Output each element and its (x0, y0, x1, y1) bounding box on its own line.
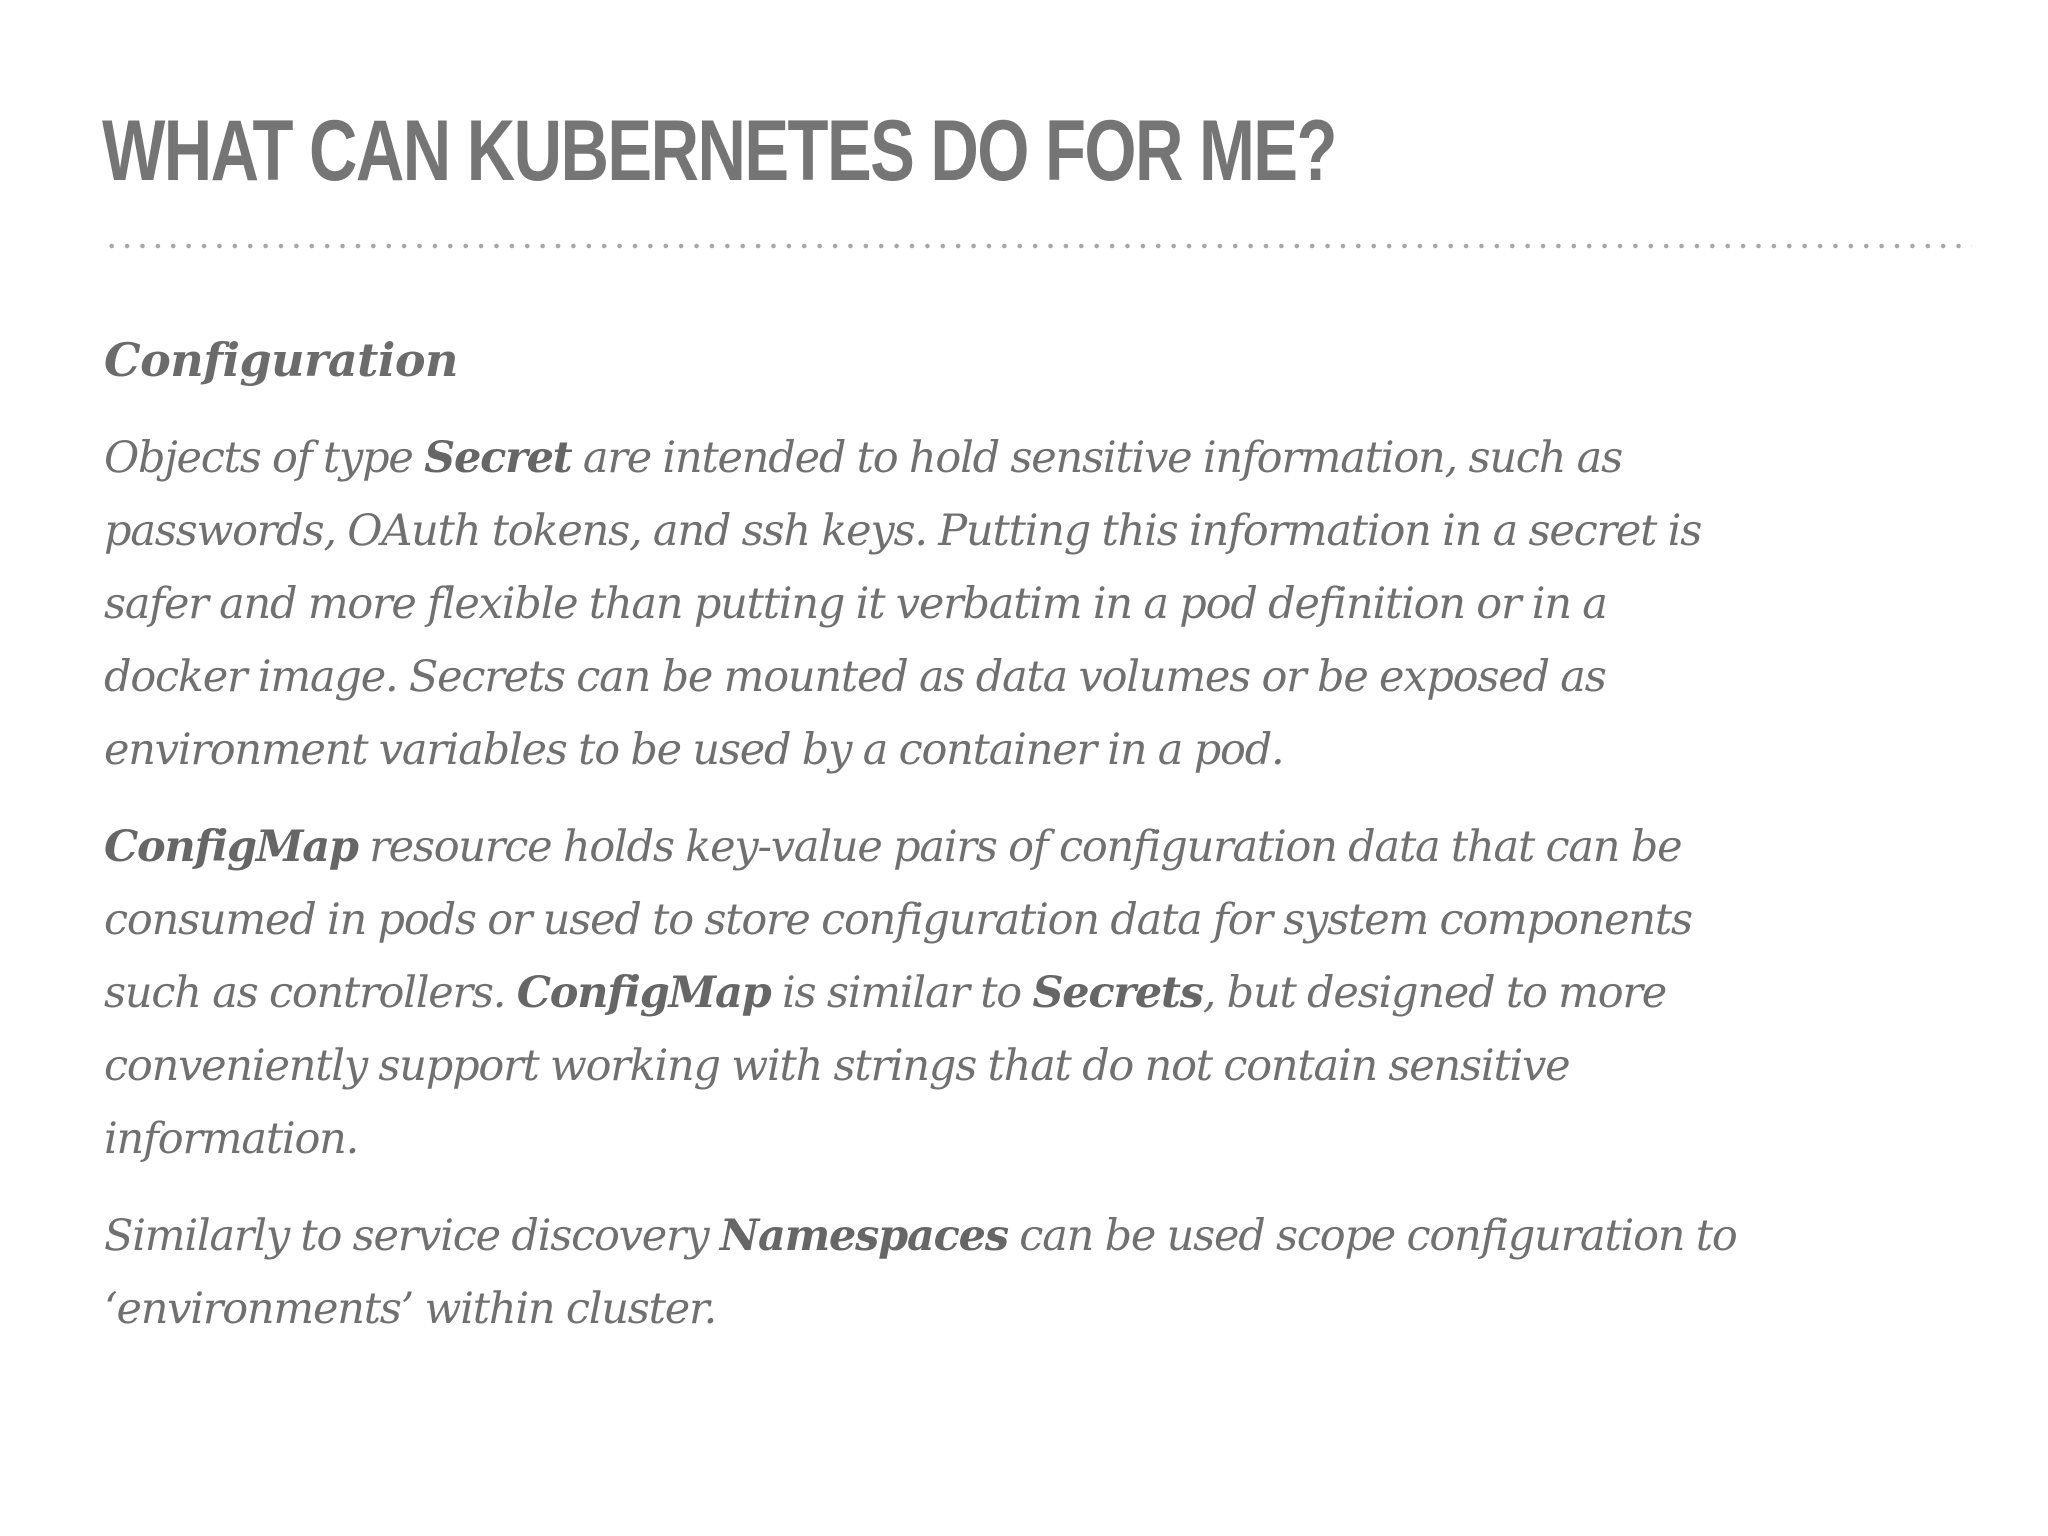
slide-body (104, 322, 1864, 1370)
paragraph-text: environment variables to be used by a container in a pod. (104, 725, 1284, 775)
slide-title: WHAT CAN KUBERNETES DO FOR ME? (102, 103, 1336, 199)
section-heading: Configuration (104, 333, 458, 387)
term-namespaces: Namespaces (719, 1211, 1008, 1261)
paragraph-text: Objects of type (104, 433, 425, 483)
term-secrets: Secrets (1032, 968, 1203, 1018)
paragraph-namespaces (104, 1200, 1864, 1346)
paragraph-text: docker image. Secrets can be mounted as data volumes or be exposed as (104, 652, 1606, 702)
paragraph-text: , but designed to more (1202, 968, 1666, 1018)
paragraph-text: is similar to (770, 968, 1033, 1018)
paragraph-text: conveniently support working with strings that do not contain sensitive (104, 1041, 1570, 1091)
paragraph-secret (104, 422, 1864, 787)
paragraph-configmap (104, 811, 1864, 1176)
paragraph-text: are intended to hold sensitive information, such as (571, 433, 1622, 483)
paragraph-text: Similarly to service discovery (104, 1211, 720, 1261)
paragraph-text: ‘environments’ within cluster. (104, 1284, 717, 1334)
term-configmap: ConfigMap (516, 968, 771, 1018)
paragraph-text: can be used scope configuration to (1007, 1211, 1737, 1261)
term-configmap: ConfigMap (104, 822, 358, 872)
paragraph-text: safer and more flexible than putting it verbatim in a pod definition or in a (104, 579, 1607, 629)
paragraph-text: resource holds key-value pairs of configuration data that can be (357, 822, 1682, 872)
term-secret: Secret (424, 433, 572, 483)
paragraph-text: passwords, OAuth tokens, and ssh keys. Putting this information in a secret is (104, 506, 1702, 556)
paragraph-text: information. (104, 1114, 359, 1164)
paragraph-text: such as controllers. (104, 968, 517, 1018)
paragraph-text: consumed in pods or used to store configuration data for system components (104, 895, 1692, 945)
dotted-divider (104, 243, 1972, 249)
